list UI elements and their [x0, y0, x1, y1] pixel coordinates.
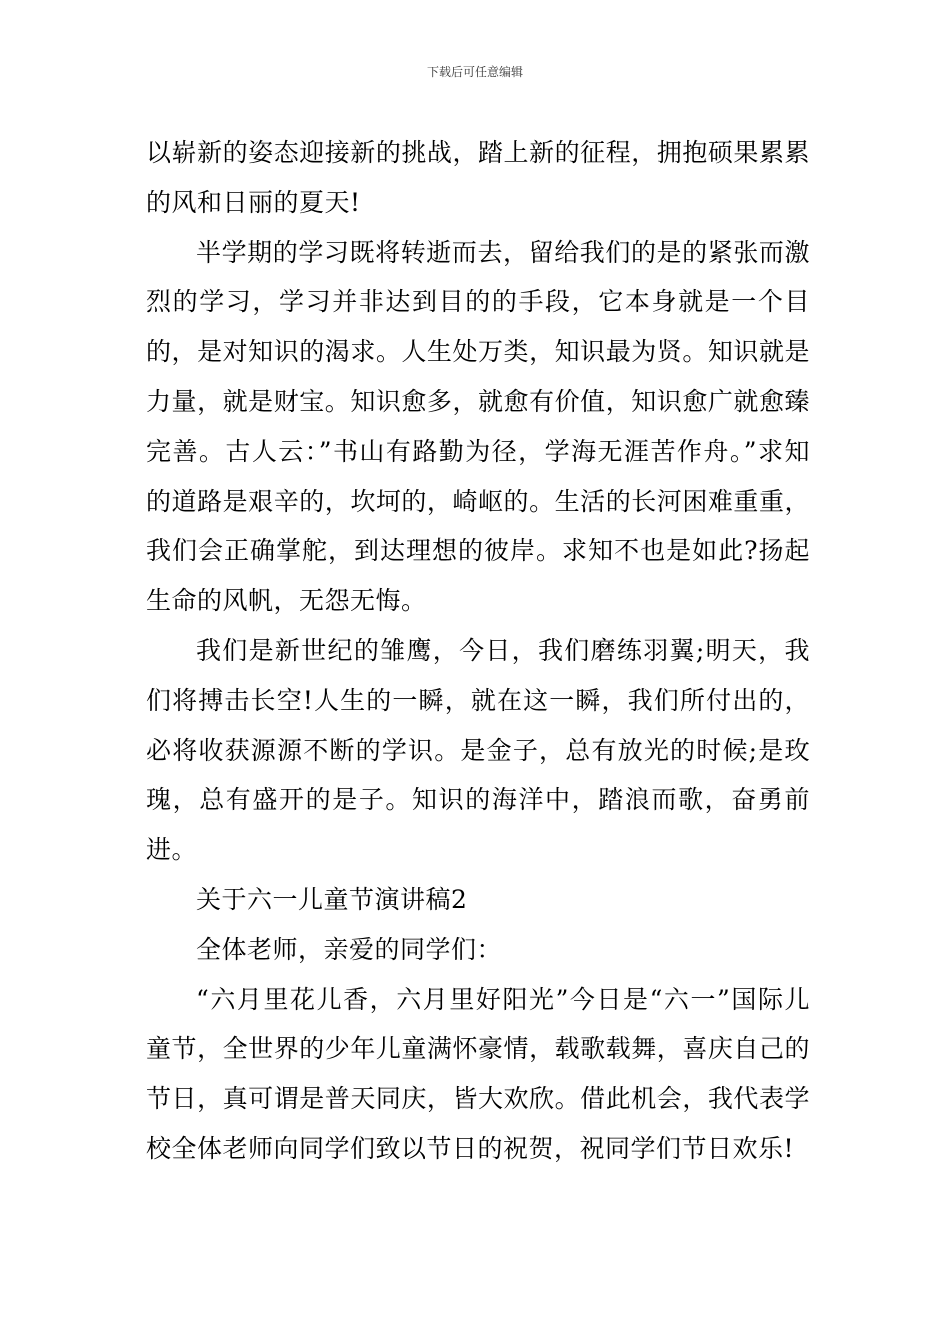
paragraph-eagle: 我们是新世纪的雏鹰，今日，我们磨练羽翼;明天，我们将搏击长空!人生的一瞬，就在这一瞬，我们所付出的，必将收获源源不断的学识。是金子，总有放光的时候;是玫瑰，总有盛开的是子。知识的海洋中，踏浪而歌，奋勇前进。	[146, 635, 810, 865]
section-title: 关于六一儿童节演讲稿2	[196, 884, 468, 914]
page-header-note: 下载后可任意编辑	[426, 65, 523, 79]
paragraph-learning: 半学期的学习既将转逝而去，留给我们的是的紧张而激烈的学习，学习并非达到目的的手段，它本身就是一个目的，是对知识的渴求。人生处万类，知识最为贤。知识就是力量，就是财宝。知识愈多，就愈有价值，知识愈广就愈臻完善。古人云：”书山有路勤为径，学海无涯苦作舟。”求知的道路是艰辛的，坎坷的，崎岖的。生活的长河困难重重，我们会正确掌舵，到达理想的彼岸。求知不也是如此?扬起生命的风帆，无怨无悔。	[146, 237, 810, 616]
document-body	[146, 128, 810, 1174]
paragraph-continuation: 以崭新的姿态迎接新的挑战，踏上新的征程，拥抱硕果累累的风和日丽的夏天!	[146, 138, 810, 217]
paragraph-childrens-day: “六月里花儿香，六月里好阳光”今日是“六一”国际儿童节，全世界的少年儿童满怀豪情，载歌载舞，喜庆自己的节日，真可谓是普天同庆，皆大欢欣。借此机会，我代表学校全体老师向同学们致以节日的祝贺，祝同学们节日欢乐!	[146, 984, 810, 1163]
salutation: 全体老师，亲爱的同学们：	[196, 934, 503, 964]
